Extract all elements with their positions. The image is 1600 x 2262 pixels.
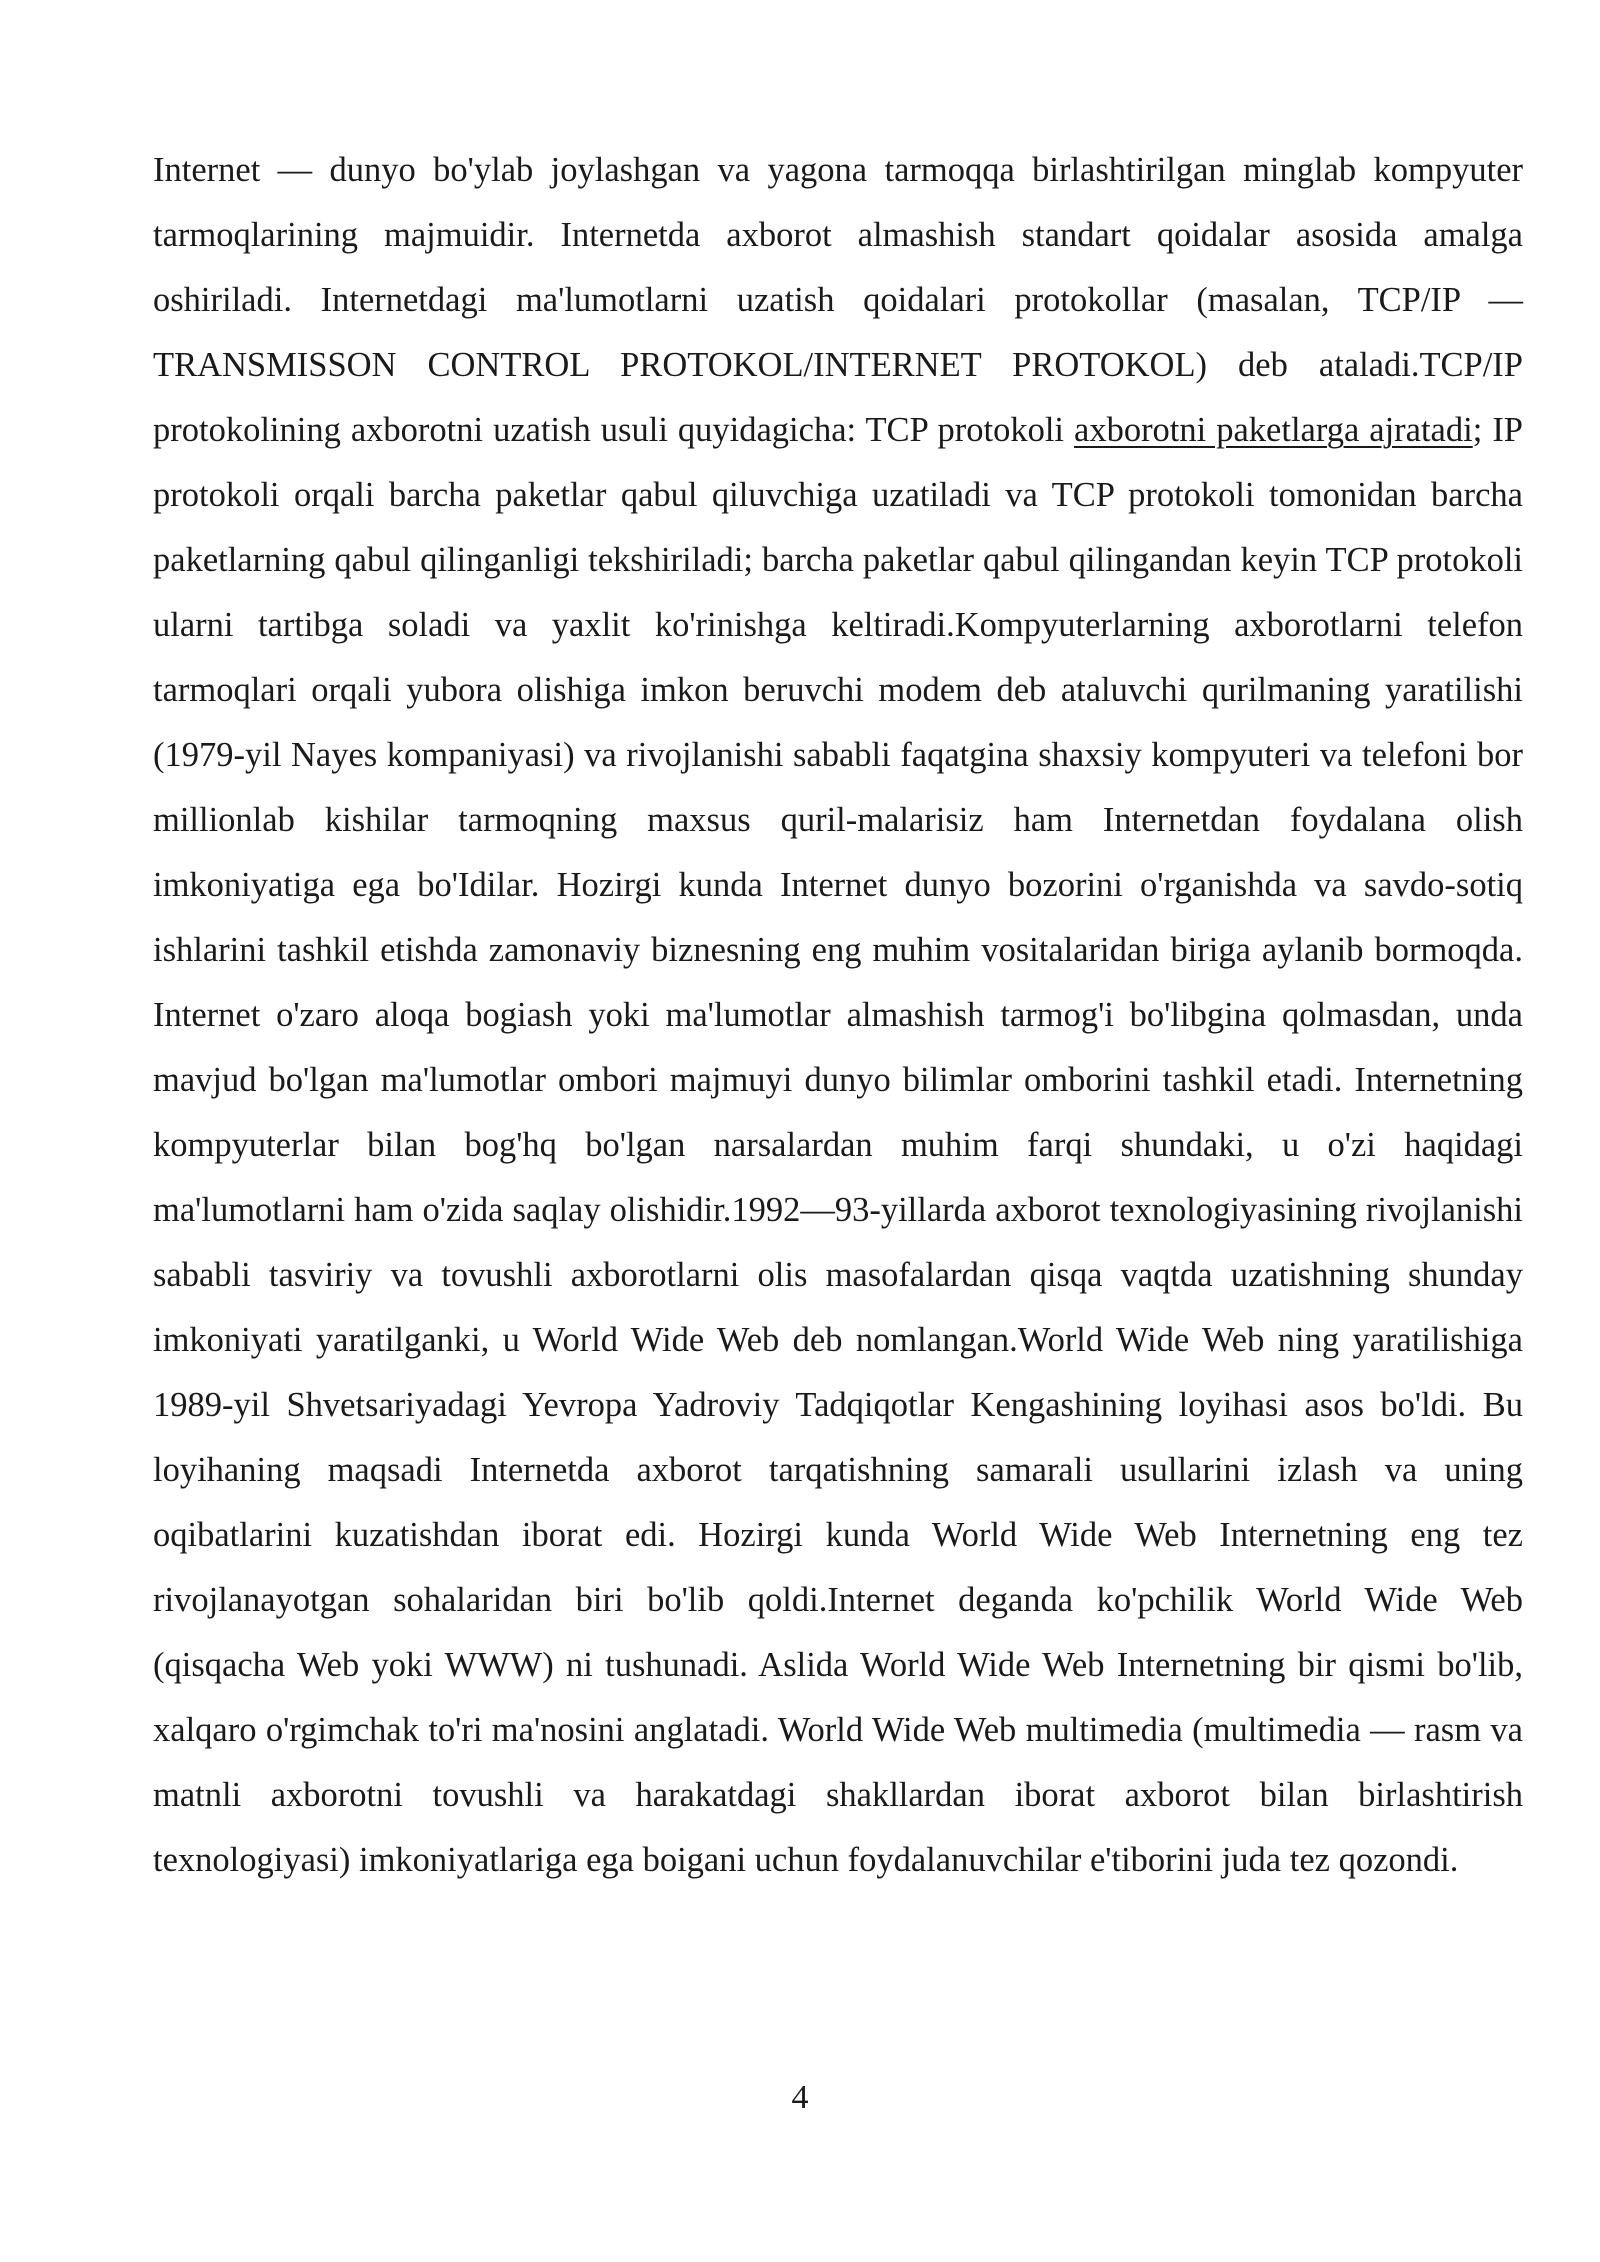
- body-paragraph: [153, 138, 1523, 1893]
- underlined-phrase: axborotni paketlarga ajratadi: [1074, 411, 1473, 449]
- paragraph-text-end: ; IP protokoli orqali barcha paketlar qabul qiluvchiga uzatiladi va TCP protokoli tomonidan barcha paketlarning qabul qilinganligi tekshiriladi; barcha paketlar qabul qilingandan keyin TCP protokoli ularni tartibga soladi va yaxlit ko'rinishga keltiradi.Kompyuterlarning axborotlarni telefon tarmoqlari orqali yubora olishiga imkon beruvchi modem deb ataluvchi qurilmaning yaratilishi (1979-yil Nayes kompaniyasi) va rivojlanishi sababli faqatgina shaxsiy kompyuteri va telefoni bor millionlab kishilar tarmoqning maxsus quril-malarisiz ham Internetdan foydalana olish imkoniyatiga ega bo'Idilar. Hozirgi kunda Internet dunyo bozorini o'rganishda va savdo-sotiq ishlarini tashkil etishda zamonaviy biznesning eng muhim vositalaridan biriga aylanib bormoqda. Internet o'zaro aloqa bogiash yoki ma'lumotlar almashish tarmog'i bo'libgina qolmasdan, unda mavjud bo'lgan ma'lumotlar ombori majmuyi dunyo bilimlar omborini tashkil etadi. Internetning kompyuterlar bilan bog'hq bo'lgan narsalardan muhim farqi shundaki, u o'zi haqidagi ma'lumotlarni ham o'zida saqlay olishidir.1992—93-yillarda axborot texnologiyasining rivojlanishi sababli tasviriy va tovushli axborotlarni olis masofalardan qisqa vaqtda uzatishning shunday imkoniyati yaratilganki, u World Wide Web deb nomlangan.World Wide Web ning yaratilishiga 1989-yil Shvetsariyadagi Yevropa Yadroviy Tadqiqotlar Kengashining loyihasi asos bo'ldi. Bu loyihaning maqsadi Internetda axborot tarqatishning samarali usullarini izlash va uning oqibatlarini kuzatishdan iborat edi. Hozirgi kunda World Wide Web Internetning eng tez rivojlanayotgan sohalaridan biri bo'lib qoldi.Internet deganda ko'pchilik World Wide Web (qisqacha Web yoki WWW) ni tushunadi. Aslida World Wide Web Internetning bir qismi bo'lib, xalqaro o'rgimchak to'ri ma'nosini anglatadi. World Wide Web multimedia (multimedia — rasm va matnli axborotni tovushli va harakatdagi shakllardan iborat axborot bilan birlashtirish texnologiyasi) imkoniyatlariga ega boigani uchun foydalanuvchilar e'tiborini juda tez qozondi.: [153, 411, 1523, 1879]
- paragraph-text-start: Internet — dunyo bo'ylab joylashgan va yagona tarmoqqa birlashtirilgan minglab kompyuter tarmoqlarining majmuidir. Internetda axborot almashish standart qoidalar asosida amalga oshiriladi. Internetdagi ma'lumotlarni uzatish qoidalari protokollar (masalan, TCP/IP —TRANSMISSON CONTROL PROTOKOL/INTERNET PROTOKOL) deb ataladi.TCP/IP protokolining axborotni uzatish usuli quyidagicha: TCP protokoli: [153, 151, 1523, 449]
- page-number: 4: [791, 2079, 809, 2116]
